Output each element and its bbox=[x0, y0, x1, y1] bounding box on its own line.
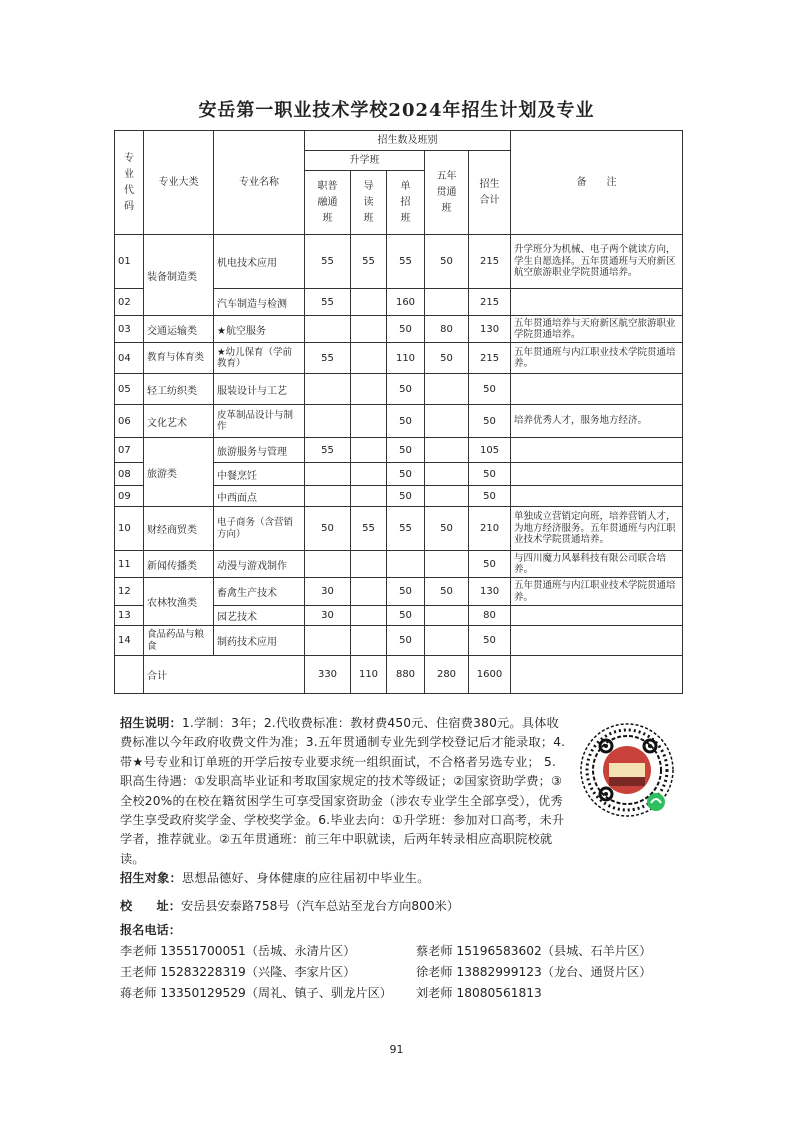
contact-row bbox=[120, 983, 680, 1004]
cell-note bbox=[511, 289, 683, 316]
cell-note: 五年贯通培养与天府新区航空旅游职业学院贯通培养。 bbox=[511, 316, 683, 343]
cell-danzhao: 160 bbox=[387, 289, 425, 316]
cell-danzhao: 110 bbox=[387, 343, 425, 374]
cell-total: 50 bbox=[469, 486, 511, 507]
cell-daodu bbox=[351, 606, 387, 626]
table-row bbox=[115, 507, 683, 551]
cell-note: 与四川魔力风暴科技有限公司联合培养。 bbox=[511, 551, 683, 578]
cell-category: 交通运输类 bbox=[144, 316, 214, 343]
header-wunian: 五年 贯通 班 bbox=[425, 151, 469, 235]
cell-danzhao: 50 bbox=[387, 316, 425, 343]
notes-label: 招生说明： bbox=[120, 716, 182, 730]
enrollment-table bbox=[114, 130, 683, 694]
table-row bbox=[115, 316, 683, 343]
address-label: 校 址： bbox=[120, 899, 181, 913]
contact-item: 徐老师 13882999123（龙台、通贤片区） bbox=[416, 965, 652, 979]
cell-zhipu: 30 bbox=[305, 606, 351, 626]
cell-wunian bbox=[425, 551, 469, 578]
cell-total: 105 bbox=[469, 438, 511, 463]
cell-category: 文化艺术 bbox=[144, 405, 214, 438]
cell-total: 130 bbox=[469, 316, 511, 343]
cell-daodu bbox=[351, 405, 387, 438]
table-row bbox=[115, 551, 683, 578]
cell-daodu bbox=[351, 438, 387, 463]
cell-total: 50 bbox=[469, 463, 511, 486]
header-daodu: 导 读 班 bbox=[351, 171, 387, 235]
target-label: 招生对象： bbox=[120, 871, 182, 886]
cell-zhipu bbox=[305, 405, 351, 438]
cell-sum-total: 1600 bbox=[469, 656, 511, 694]
cell-name: 园艺技术 bbox=[214, 606, 305, 626]
cell-total: 215 bbox=[469, 289, 511, 316]
cell-daodu bbox=[351, 343, 387, 374]
cell-note: 五年贯通班与内江职业技术学院贯通培养。 bbox=[511, 343, 683, 374]
cell-sum-danzhao: 880 bbox=[387, 656, 425, 694]
cell-zhipu bbox=[305, 626, 351, 656]
cell-name: 皮革制品设计与制作 bbox=[214, 405, 305, 438]
cell-code: 07 bbox=[115, 438, 144, 463]
cell-danzhao: 55 bbox=[387, 235, 425, 289]
cell-wunian: 50 bbox=[425, 235, 469, 289]
cell-danzhao: 50 bbox=[387, 374, 425, 405]
cell-danzhao: 50 bbox=[387, 578, 425, 606]
cell-category: 新闻传播类 bbox=[144, 551, 214, 578]
cell-total: 50 bbox=[469, 551, 511, 578]
cell-daodu bbox=[351, 374, 387, 405]
cell-zhipu: 55 bbox=[305, 438, 351, 463]
cell-code: 09 bbox=[115, 486, 144, 507]
cell-daodu bbox=[351, 463, 387, 486]
table-row bbox=[115, 405, 683, 438]
cell-zhipu: 55 bbox=[305, 235, 351, 289]
cell-daodu bbox=[351, 316, 387, 343]
cell-code: 11 bbox=[115, 551, 144, 578]
cell-category: 财经商贸类 bbox=[144, 507, 214, 551]
cell-sum-zhipu: 330 bbox=[305, 656, 351, 694]
cell-total: 215 bbox=[469, 343, 511, 374]
cell-daodu bbox=[351, 626, 387, 656]
cell-total: 80 bbox=[469, 606, 511, 626]
cell-category: 旅游类 bbox=[144, 438, 214, 507]
cell-category: 教育与体育类 bbox=[144, 343, 214, 374]
header-code: 专 业 代 码 bbox=[115, 131, 144, 235]
cell-wunian bbox=[425, 463, 469, 486]
table-row bbox=[115, 235, 683, 289]
cell-code: 05 bbox=[115, 374, 144, 405]
table-row-sum bbox=[115, 656, 683, 694]
cell-code: 13 bbox=[115, 606, 144, 626]
cell-name: 动漫与游戏制作 bbox=[214, 551, 305, 578]
cell-wunian bbox=[425, 405, 469, 438]
header-upgrade: 升学班 bbox=[305, 151, 425, 171]
enrollment-notes bbox=[120, 714, 566, 889]
cell-category: 农林牧渔类 bbox=[144, 578, 214, 626]
cell-code: 01 bbox=[115, 235, 144, 289]
cell-danzhao: 55 bbox=[387, 507, 425, 551]
notes-text: 1.学制：3年；2.代收费标准：教材费450元、住宿费380元。具体收费标准以今年政府收费文件为准；3.五年贯通制专业先到学校登记后才能录取；4.带★号专业和订单班的开学后按专业要求统一组织面试，不合格者另选专业； 5.职高生待遇：①发职高毕业证和考取国家规定的技术等级证；②国家资助学费；③全校20%的在校在籍贫困学生可享受国家资助金（涉农专业学生全部享受），优秀学生享受政府奖学金、学校奖学金。6.毕业去向：①升学班：参加对口高考，未升学者，推荐就业。②五年贯通班：前三年中职就读，后两年转录相应高职院校就读。 bbox=[120, 716, 566, 866]
cell-code: 06 bbox=[115, 405, 144, 438]
cell-daodu bbox=[351, 551, 387, 578]
cell-name: 畜禽生产技术 bbox=[214, 578, 305, 606]
cell-sum-label: 合计 bbox=[144, 656, 305, 694]
cell-note bbox=[511, 438, 683, 463]
cell-danzhao: 50 bbox=[387, 486, 425, 507]
header-danzhao: 单 招 班 bbox=[387, 171, 425, 235]
cell-note bbox=[511, 463, 683, 486]
cell-daodu bbox=[351, 289, 387, 316]
cell-wunian bbox=[425, 438, 469, 463]
header-name: 专业名称 bbox=[214, 131, 305, 235]
cell-name: 制药技术应用 bbox=[214, 626, 305, 656]
cell-danzhao: 50 bbox=[387, 438, 425, 463]
cell-note: 单独成立营销定向班，培养营销人才，为地方经济服务。五年贯通班与内江职业技术学院贯通培养。 bbox=[511, 507, 683, 551]
cell-zhipu: 55 bbox=[305, 343, 351, 374]
cell-name: 电子商务（含营销方向） bbox=[214, 507, 305, 551]
contact-row bbox=[120, 941, 680, 962]
table-row bbox=[115, 343, 683, 374]
cell-category: 轻工纺织类 bbox=[144, 374, 214, 405]
cell-zhipu bbox=[305, 463, 351, 486]
cell-code: 02 bbox=[115, 289, 144, 316]
qr-code-icon bbox=[576, 708, 678, 878]
cell-wunian: 50 bbox=[425, 507, 469, 551]
cell-wunian bbox=[425, 289, 469, 316]
cell-zhipu bbox=[305, 551, 351, 578]
table-row bbox=[115, 578, 683, 606]
cell-zhipu: 50 bbox=[305, 507, 351, 551]
contact-block bbox=[120, 899, 680, 1004]
cell-wunian: 50 bbox=[425, 578, 469, 606]
cell-note bbox=[511, 486, 683, 507]
cell-zhipu bbox=[305, 316, 351, 343]
cell-note: 五年贯通班与内江职业技术学院贯通培养。 bbox=[511, 578, 683, 606]
header-note: 备 注 bbox=[511, 131, 683, 235]
cell-daodu bbox=[351, 578, 387, 606]
contact-row bbox=[120, 962, 680, 983]
cell-code: 14 bbox=[115, 626, 144, 656]
cell-name: 旅游服务与管理 bbox=[214, 438, 305, 463]
cell-danzhao: 50 bbox=[387, 463, 425, 486]
cell-daodu: 55 bbox=[351, 235, 387, 289]
cell-code: 03 bbox=[115, 316, 144, 343]
table-row bbox=[115, 438, 683, 463]
cell-category: 食品药品与粮食 bbox=[144, 626, 214, 656]
contact-item: 蔡老师 15196583602（县城、石羊片区） bbox=[416, 944, 652, 958]
cell-total: 215 bbox=[469, 235, 511, 289]
cell-wunian: 80 bbox=[425, 316, 469, 343]
cell-zhipu: 55 bbox=[305, 289, 351, 316]
cell-name: ★航空服务 bbox=[214, 316, 305, 343]
cell-wunian bbox=[425, 486, 469, 507]
cell-name: ★幼儿保育（学前教育） bbox=[214, 343, 305, 374]
cell-wunian bbox=[425, 626, 469, 656]
cell-note bbox=[511, 626, 683, 656]
cell-note bbox=[511, 374, 683, 405]
contact-item: 蒋老师 13350129529（周礼、镇子、驯龙片区） bbox=[120, 986, 392, 1000]
cell-total: 50 bbox=[469, 374, 511, 405]
cell-danzhao: 50 bbox=[387, 606, 425, 626]
cell-category: 装备制造类 bbox=[144, 235, 214, 316]
cell-danzhao: 50 bbox=[387, 626, 425, 656]
cell-code: 08 bbox=[115, 463, 144, 486]
cell-danzhao bbox=[387, 551, 425, 578]
page-number: 91 bbox=[389, 1043, 404, 1056]
target-text: 思想品德好、身体健康的应往届初中毕业生。 bbox=[181, 871, 430, 886]
mini-program-code[interactable] bbox=[576, 708, 678, 878]
cell-wunian bbox=[425, 606, 469, 626]
cell-zhipu bbox=[305, 486, 351, 507]
table-row bbox=[115, 626, 683, 656]
cell-name: 汽车制造与检测 bbox=[214, 289, 305, 316]
cell-sum-daodu: 110 bbox=[351, 656, 387, 694]
contact-item: 李老师 13551700051（岳城、永清片区） bbox=[120, 944, 356, 958]
cell-code: 10 bbox=[115, 507, 144, 551]
cell-danzhao: 50 bbox=[387, 405, 425, 438]
cell-total: 50 bbox=[469, 405, 511, 438]
cell-name: 服装设计与工艺 bbox=[214, 374, 305, 405]
header-zhipu: 职普 融通 班 bbox=[305, 171, 351, 235]
cell-total: 50 bbox=[469, 626, 511, 656]
cell-daodu: 55 bbox=[351, 507, 387, 551]
header-category: 专业大类 bbox=[144, 131, 214, 235]
table-row bbox=[115, 374, 683, 405]
header-group: 招生数及班别 bbox=[305, 131, 511, 151]
contact-item: 王老师 15283228319（兴隆、李家片区） bbox=[120, 965, 356, 979]
cell-total: 130 bbox=[469, 578, 511, 606]
cell-total: 210 bbox=[469, 507, 511, 551]
header-total: 招生 合计 bbox=[469, 151, 511, 235]
contact-item: 刘老师 18080561813 bbox=[416, 986, 542, 1000]
cell-zhipu: 30 bbox=[305, 578, 351, 606]
cell-wunian: 50 bbox=[425, 343, 469, 374]
cell-wunian bbox=[425, 374, 469, 405]
cell-name: 中餐烹饪 bbox=[214, 463, 305, 486]
cell-zhipu bbox=[305, 374, 351, 405]
cell-note: 培养优秀人才，服务地方经济。 bbox=[511, 405, 683, 438]
cell-daodu bbox=[351, 486, 387, 507]
cell-sum-wunian: 280 bbox=[425, 656, 469, 694]
address-text: 安岳县安泰路758号（汽车总站至龙台方向800米） bbox=[180, 899, 460, 913]
cell-code: 04 bbox=[115, 343, 144, 374]
cell-code: 12 bbox=[115, 578, 144, 606]
cell-note bbox=[511, 606, 683, 626]
cell-note: 升学班分为机械、电子两个就读方向，学生自愿选择。五年贯通班与天府新区航空旅游职业学院贯通培养。 bbox=[511, 235, 683, 289]
cell-name: 中西面点 bbox=[214, 486, 305, 507]
phone-label: 报名电话： bbox=[120, 923, 181, 937]
cell-name: 机电技术应用 bbox=[214, 235, 305, 289]
page-title: 安岳第一职业技术学校2024年招生计划及专业 bbox=[198, 100, 595, 121]
